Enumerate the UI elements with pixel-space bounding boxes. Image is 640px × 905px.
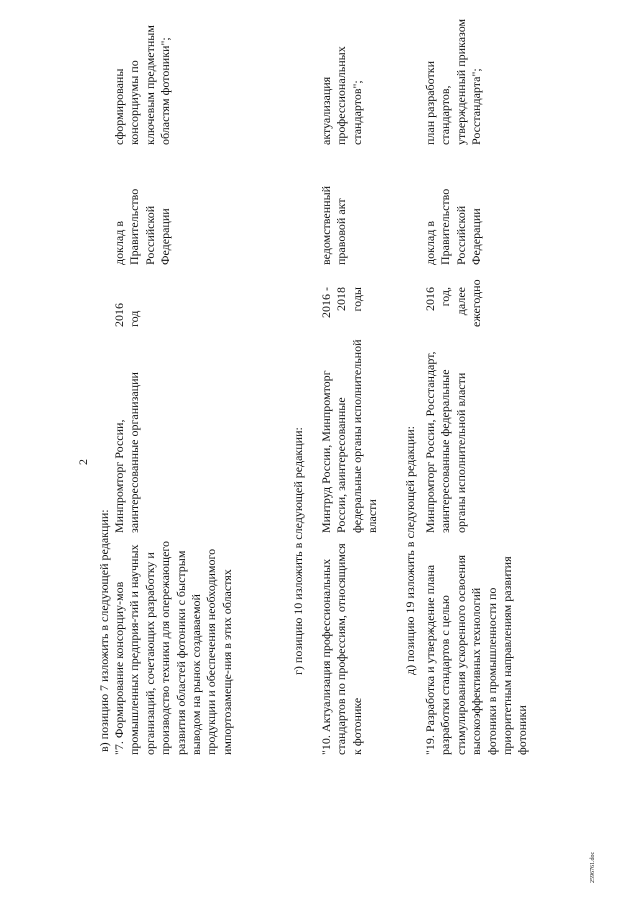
section-intro-7: в) позицию 7 изложить в следующей редакции:	[97, 509, 111, 752]
row-19-result: план разработки стандартов, утвержденный приказом Росстандарта";	[423, 18, 484, 145]
row-10-term: 2016 - 2018 годы	[319, 287, 364, 318]
row-7-executors: Минпромторг России, заинтересованные организации	[112, 372, 142, 533]
row-7-form: доклад в Правительство Российской Федерации	[112, 188, 173, 265]
row-10-form: ведомственный правовой акт	[319, 185, 349, 265]
row-7-term: 2016 год	[112, 303, 142, 327]
row-19-term: 2016 год, далее ежегодно	[423, 279, 484, 327]
row-19-item: "19. Разработка и утверждение плана разработки стандартов с целью стимулирования ускоренного освоения высокоэффективных технологий фотоники в промышленности по приоритетным направлениям развития фотоники	[423, 554, 530, 755]
section-intro-10: г) позицию 10 изложить в следующей редакции:	[291, 427, 305, 675]
row-10-executors: Минтруд России, Минпромторг России, заинтересованные федеральные органы исполнительной власти	[319, 339, 380, 533]
row-19-executors: Минпромторг России, Росстандарт, заинтересованные федеральные органы исполнительной власти	[423, 351, 468, 533]
row-19-form: доклад в Правительство Российской Федерации	[423, 188, 484, 265]
row-7-item: "7. Формирование консорциу-мов промышленных предприя-тий и научных организаций, сочетающих разработку и производство техники для опережающего развития областей фотоники с быстрым выводом на рынок создаваемой продукции и обеспечения необходимого импортозамеще-ния в этих областях	[112, 540, 234, 755]
row-10-item: "10. Актуализация профессиональных стандартов по профессиям, относящимся к фотонике	[319, 543, 364, 755]
document-code: 2596761.doc	[590, 851, 596, 883]
section-intro-19: д) позицию 19 изложить в следующей редакции:	[403, 425, 417, 675]
row-7-result: сформированы консорциумы по ключевым предметным областям фотоники";	[112, 25, 173, 145]
page-number: 2	[76, 459, 90, 465]
row-10-result: актуализация профессиональных стандартов";	[319, 46, 364, 145]
